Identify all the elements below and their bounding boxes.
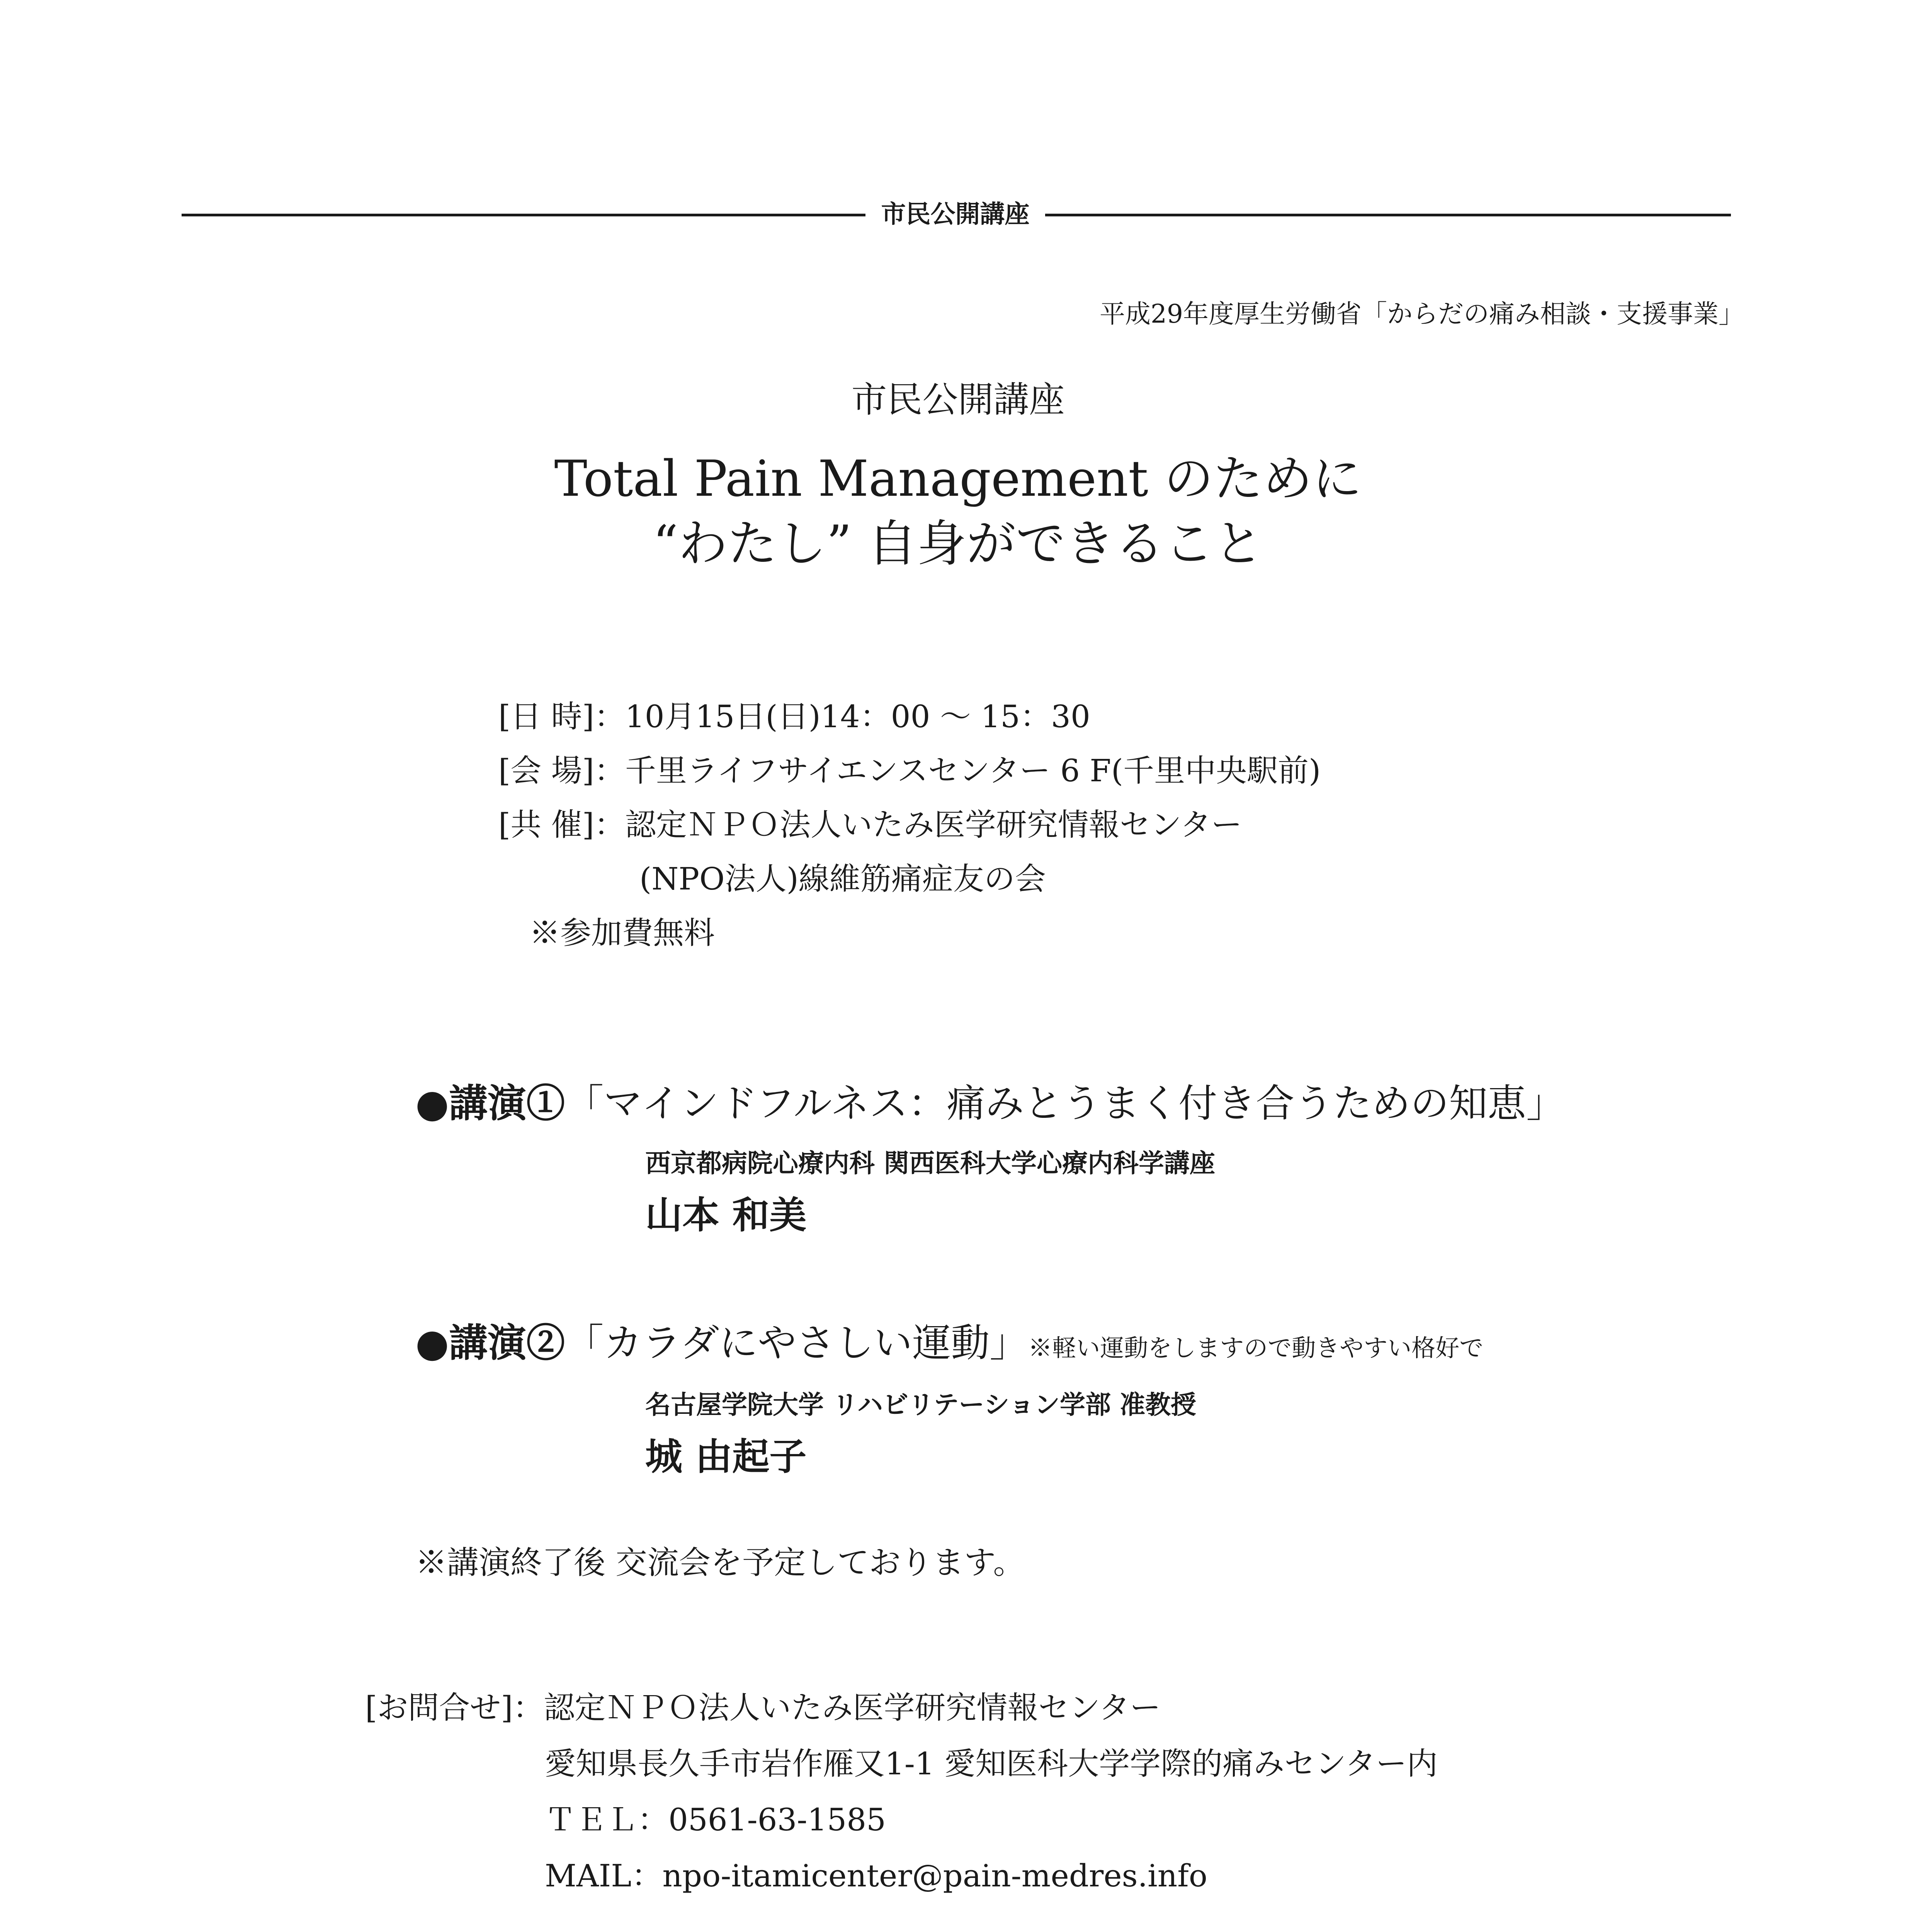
lecture-2-title: 「カラダにやさしい運動」	[565, 1320, 1029, 1366]
lecture-1-number: 講演①	[449, 1080, 565, 1126]
lecture-1-speaker: 山本 和美	[645, 1193, 807, 1237]
header-rule-left	[182, 214, 865, 216]
lecture-1-heading	[415, 1078, 1565, 1129]
contact-org: ：認定ＮＰＯ法人いたみ医学研究情報センター	[513, 1690, 1161, 1726]
lecture-2-heading	[415, 1318, 1483, 1373]
sponsor-line: 平成29年度厚生労働省「からだの痛み相談・支援事業」	[1100, 299, 1744, 329]
main-title-line-1: Total Pain Management のために	[554, 450, 1362, 508]
venue-label: [会 場]	[498, 753, 594, 789]
contact-mail: MAIL：npo-itamicenter@pain-medres.info	[545, 1858, 1208, 1894]
contact-address: 愛知県長久手市岩作雁又1-1 愛知医科大学学際的痛みセンター内	[545, 1746, 1438, 1782]
series-title: 市民公開講座	[851, 379, 1065, 420]
lecture-2-speaker: 城 由起子	[645, 1435, 807, 1478]
date-value: ：10月15日(日)14：00 ～ 15：30	[594, 699, 1090, 735]
lecture-1-title: 「マインドフルネス：痛みとうまく付き合うための知恵」	[565, 1081, 1565, 1126]
venue-value: ：千里ライフサイエンスセンター 6 F(千里中央駅前)	[594, 753, 1321, 789]
lecture-1-affiliation: 西京都病院心療内科 関西医科大学心療内科学講座	[645, 1148, 1215, 1178]
main-title-line-2: “わたし” 自身ができること	[653, 515, 1263, 573]
networking-note: ※講演終了後 交流会を予定しております。	[415, 1544, 1025, 1581]
cohost-label: [共 催]	[498, 807, 594, 843]
date-label: [日 時]	[498, 699, 594, 735]
lecture-2-note: ※軽い運動をしますので動きやすい格好で	[1028, 1334, 1484, 1362]
contact-label: [お問合せ]	[365, 1690, 513, 1726]
cohost-value-1: ：認定ＮＰＯ法人いたみ医学研究情報センター	[594, 807, 1242, 843]
fee-note: ※参加費無料	[529, 915, 715, 951]
lecture-2-number: 講演②	[449, 1320, 565, 1366]
running-header-title: 市民公開講座	[881, 200, 1030, 229]
event-date	[498, 696, 1090, 738]
bullet-icon: ●	[415, 1080, 449, 1126]
lecture-2-affiliation: 名古屋学院大学 リハビリテーション学部 准教授	[645, 1389, 1197, 1420]
event-cohost	[498, 804, 1242, 846]
contact-tel: ＴＥＬ：0561-63-1585	[545, 1802, 886, 1838]
bullet-icon: ●	[415, 1320, 449, 1366]
contact-org-line	[365, 1687, 1161, 1729]
event-venue	[498, 750, 1321, 792]
header-rule-right	[1045, 214, 1731, 216]
cohost-value-2: (NPO法人)線維筋痛症友の会	[639, 861, 1046, 897]
